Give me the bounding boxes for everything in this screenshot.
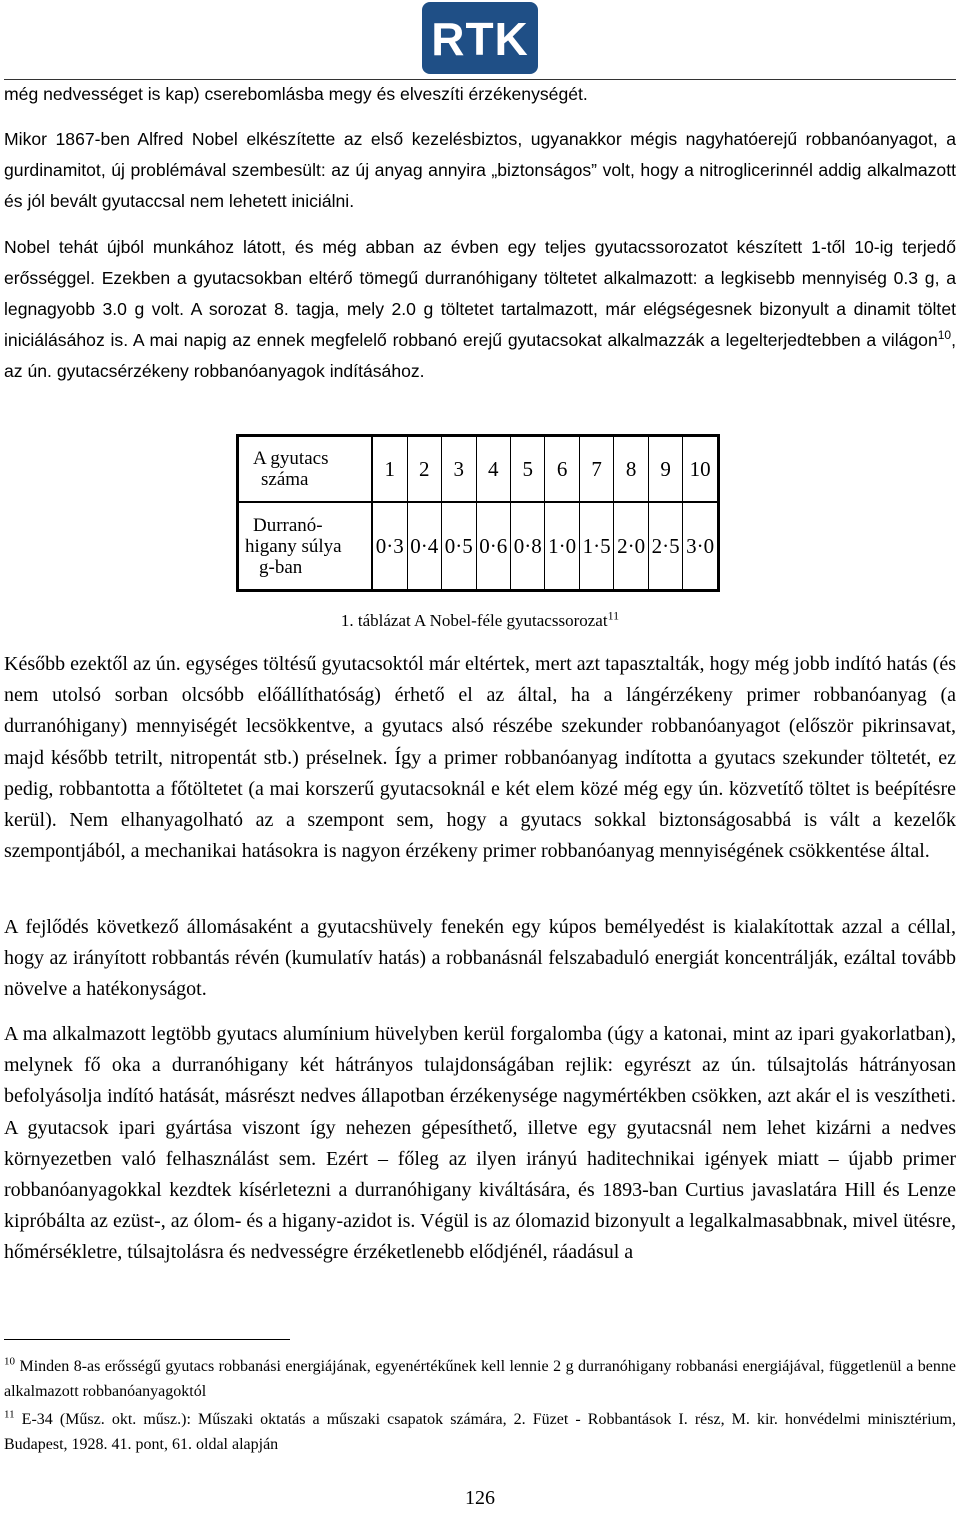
paragraph-continuation xyxy=(4,79,956,110)
table-cell: 0·5 xyxy=(442,502,476,591)
table-row-numbers xyxy=(238,436,719,503)
table-header-weight xyxy=(238,502,373,591)
page-number: 126 xyxy=(465,1487,495,1509)
nobel-detonator-table xyxy=(236,434,720,592)
footnote-10 xyxy=(4,1354,956,1404)
paragraph-szekunder xyxy=(4,649,956,867)
rtk-logo xyxy=(422,2,538,74)
paragraph-text: A fejlődés következő állomásaként a gyutacshüvely fenekén egy kúpos bemélyedést is kialakítottak azzal a céllal, hogy az irányított robbantás révén (kumulatív hatás) a robbanásnál felszabaduló energiát koncentrálják, ezáltal tovább növelve a hatékonyságot. xyxy=(4,916,956,1001)
paragraph-aluminium xyxy=(4,1019,956,1269)
footnote-number: 11 xyxy=(4,1408,15,1421)
header-line: A gyutacs xyxy=(253,448,329,469)
table-cell: 1·5 xyxy=(579,502,613,591)
table-cell: 1 xyxy=(372,436,407,503)
table-cell: 0·4 xyxy=(407,502,441,591)
header-line: száma xyxy=(261,469,309,490)
paragraph-nobel-1867 xyxy=(4,124,956,217)
logo-text: RTK xyxy=(431,13,529,65)
header-line: g-ban xyxy=(259,556,303,578)
table-cell: 6 xyxy=(545,436,579,503)
table-cell: 7 xyxy=(579,436,613,503)
paragraph-text: A ma alkalmazott legtöbb gyutacs alumínium hüvelyben kerül forgalomba (úgy a katonai, mint az ipari gyakorlatban), melynek fő oka a durranóhigany két hátrányos tulajdonságában rejlik: egyrészt az ún. túlsajtolás hátrányosan befolyásolja indító hatását, másrészt nedves állapotban érzékenysége nagymértékben csökken, azt akár el is veszítheti. A gyutacsok ipari gyártása viszont így nehezen gépesíthető, illetve egy gyutacsnál nem lehet kizárni a nedves környezetben való felhasználást sem. Ezért – főleg az ilyen irányú haditechnikai igények miatt – újabb primer robbanóanyagokkal kezdtek kísérletezni a durranóhigany kiváltására, és 1893-ban Curtius javaslatára Hill és Lenze kipróbálta az ezüst-, az ólom- és a higany-azidot is. Végül is az ólomazid bizonyult a legalkalmasabbnak, mivel ütésre, hőmérsékletre, túlsajtolásra és nedvességre érzéketlenebb elődjénél, ráadásul a xyxy=(4,1023,956,1264)
caption-text: 1. táblázat A Nobel-féle gyutacssorozat xyxy=(340,611,608,630)
paragraph-text: Később ezektől az ún. egységes töltésű gyutacsoktól már eltértek, mert azt tapasztalták, hogy még jobb indító hatás (és nem utolsó sorban olcsóbb előállíthatóság) érhető el az által, ha a lángérzékeny primer robbanóanyag (a durranóhigany) mennyiségét lecsökkentve, a gyutacs alsó részébe szekunder robbanóanyagot (először pikrinsavat, majd később tetrilt, nitropentát stb.) préselnek. Így a primer robbanóanyag indította a gyutacs szekunder töltetét, ez pedig, robbantotta a főtöltetet (a mai korszerű gyutacsoknál e két elem közé még egy ún. közvetítő töltet is beépítésre kerül). Nem elhanyagolható az a szempont sem, hogy a gyutacs sokkal biztonságosabbá is vált a kezelők szempontjából, a mechanikai hatásokra is nagyon érzékeny primer robbanóanyag mennyiségének csökkentése által. xyxy=(4,653,956,863)
table-cell: 10 xyxy=(683,436,719,503)
table-caption xyxy=(0,608,960,631)
footnote-ref-11[interactable]: 11 xyxy=(607,608,620,623)
table-cell: 0·8 xyxy=(510,502,544,591)
footnote-text: Minden 8-as erősségű gyutacs robbanási energiájának, egyenértékűnek kell lennie 2 g durranóhigany robbanási energiájával, függetlenül a benne alkalmazott robbanóanyagoktól xyxy=(4,1358,956,1400)
paragraph-body: Nobel tehát újból munkához látott, és még abban az évben egy teljes gyutacssorozatot készített 1-től 10-ig terjedő erősséggel. Ezekben a gyutacsokban eltérő tömegű durranóhigany töltetet alkalmazott: a legkisebb mennyiség 0.3 g, a legnagyobb 3.0 g volt. A sorozat 8. tagja, mely 2.0 g töltetet tartalmazott, már elégségesnek bizonyult a dinamit töltet iniciálásához is. A mai napig az ennek megfelelő robbanó erejű gyutacsokat alkalmazzák a legelterjedtebben a világon xyxy=(4,237,956,350)
footnote-11 xyxy=(4,1407,956,1457)
paragraph-gyutacssorozat xyxy=(4,232,956,387)
footnote-ref-10[interactable]: 10 xyxy=(937,328,952,343)
footnote-number: 10 xyxy=(4,1355,15,1368)
paragraph-kumulativ xyxy=(4,912,956,1006)
footnote-text: E-34 (Műsz. okt. műsz.): Műszaki oktatás a műszaki csapatok számára, 2. Füzet - Robbantások I. rész, M. kir. honvédelmi minisztérium, Budapest, 1928. 41. pont, 61. oldal alapján xyxy=(4,1411,956,1453)
table-cell: 5 xyxy=(510,436,544,503)
table-row-weights xyxy=(238,502,719,591)
nobel-table-image xyxy=(236,434,720,592)
table-cell: 3 xyxy=(442,436,476,503)
table-cell: 0·6 xyxy=(476,502,510,591)
paragraph-tail: , az ún. gyutacsérzékeny robbanóanyagok indításához. xyxy=(4,330,956,381)
table-cell: 9 xyxy=(648,436,682,503)
paragraph-text: még nedvességet is kap) cserebomlásba megy és elveszíti érzékenységét. xyxy=(4,84,588,104)
footnote-divider xyxy=(4,1339,290,1340)
table-cell: 3·0 xyxy=(686,533,715,558)
header-line: higany súlya xyxy=(245,535,342,557)
paragraph-text xyxy=(4,232,956,387)
table-cell: 2 xyxy=(407,436,441,503)
header-line: Durranó- xyxy=(253,514,323,536)
table-cell: 1·0 xyxy=(545,502,579,591)
table-cell: 2·5 xyxy=(648,502,682,591)
table-cell: 0·3 xyxy=(372,502,407,591)
table-cell: 2·0 xyxy=(614,502,648,591)
table-header-number xyxy=(238,436,373,503)
table-cell: 4 xyxy=(476,436,510,503)
paragraph-text: Mikor 1867-ben Alfred Nobel elkészítette az első kezelésbiztos, ugyanakkor mégis nagyhatóerejű robbanóanyagot, a gurdinamitot, új problémával szembesült: az új anyag annyira „biztonságos” volt, hogy a nitroglicerinnél addig alkalmazott és jól bevált gyutaccsal nem lehetett iniciálni. xyxy=(4,129,956,211)
table-cell: 8 xyxy=(614,436,648,503)
